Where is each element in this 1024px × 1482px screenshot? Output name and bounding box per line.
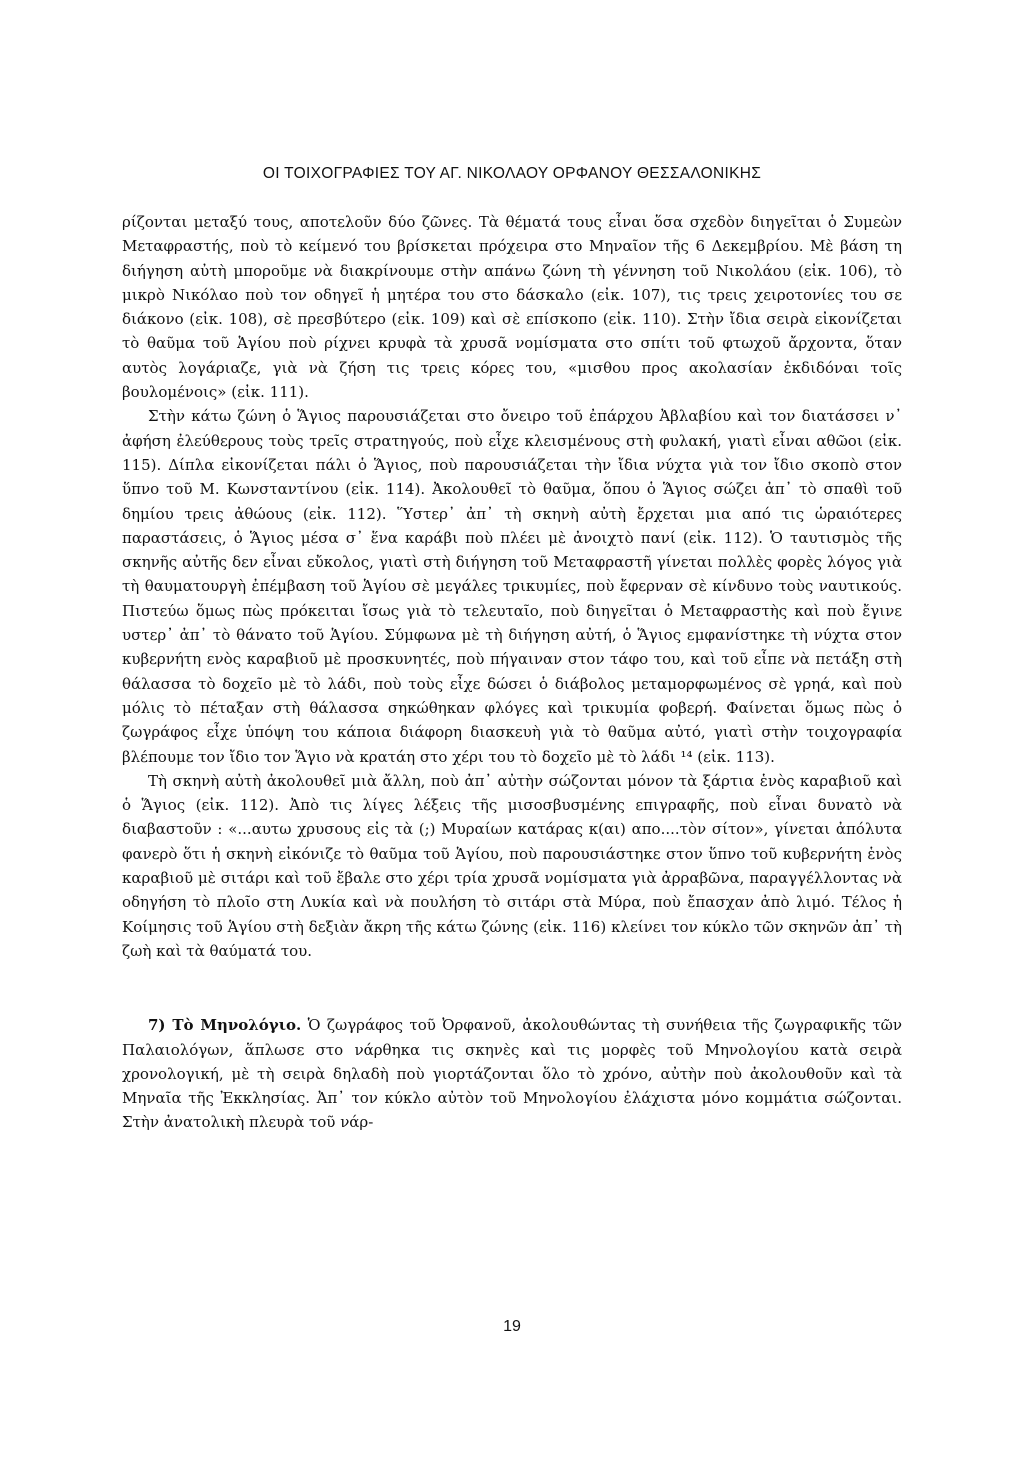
main-text <box>122 210 902 1135</box>
section-paragraph <box>122 1013 902 1134</box>
paragraph-1: ρίζονται μεταξύ τους, αποτελοῦν δύο ζῶνες. Τὰ θέματά τους εἶναι ὅσα σχεδὸν διηγεῖται ὁ Συμεὼν Μεταφραστής, ποὺ τὸ κείμενό του βρίσκεται πρόχειρα στο Μηναῖον τῆς 6 Δεκεμβρίου. Μὲ βάση τη διήγηση αὐτὴ μποροῦμε νὰ διακρίνουμε στὴν απάνω ζώνη τὴ γέννηση τοῦ Νικολάου (εἰκ. 106), τὸ μικρὸ Νικόλαο ποὺ τον οδηγεῖ ἡ μητέρα του στο δάσκαλο (εἰκ. 107), τις τρεις χειροτονίες του σε διάκονο (εἰκ. 108), σὲ πρεσβύτερο (εἰκ. 109) καὶ σὲ επίσκοπο (εἰκ. 110). Στὴν ἴδια σειρὰ εἰκονίζεται τὸ θαῦμα τοῦ Ἁγίου ποὺ ρίχνει κρυφὰ τὰ χρυσᾶ νομίσματα στο σπίτι τοῦ φτωχοῦ ἄρχοντα, ὅταν αυτὸς λογάριαζε, γιὰ νὰ ζήση τις τρεις κόρες του, «μισθου προς ακολασίαν ἐκδιδόναι τοῖς βουλομένοις» (εἰκ. 111). <box>122 213 902 402</box>
running-title: ΟΙ ΤΟΙΧΟΓΡΑΦΙΕΣ ΤΟΥ ΑΓ. ΝΙΚΟΛΑΟΥ ΟΡΦΑΝΟΥ ΘΕΣΣΑΛΟΝΙΚΗΣ <box>262 165 762 182</box>
page-number: 19 <box>503 1318 521 1335</box>
paragraph-2: Στὴν κάτω ζώνη ὁ Ἅγιος παρουσιάζεται στο ὄνειρο τοῦ ἐπάρχου Ἀβλαβίου καὶ τον διατάσσει ν᾽ ἀφήση ἐλεύθερους τοὺς τρεῖς στρατηγούς, ποὺ εἶχε κλεισμένους στὴ φυλακή, γιατὶ εἶναι αθῶοι (εἰκ. 115). Δίπλα εἰκονίζεται πάλι ὁ Ἅγιος, ποὺ παρουσιάζεται τὴν ἴδια νύχτα γιὰ τον ἴδιο σκοπὸ στον ὕπνο τοῦ Μ. Κωνσταντίνου (εἰκ. 114). Ἀκολουθεῖ τὸ θαῦμα, ὅπου ὁ Ἅγιος σώζει ἀπ᾽ τὸ σπαθὶ τοῦ δημίου τρεις ἀθώους (εἰκ. 112). Ὕστερ᾽ ἀπ᾽ τὴ σκηνὴ αὐτὴ ἔρχεται μια από τις ὡραιότερες παραστάσεις, ὁ Ἅγιος μέσα σ᾽ ἕνα καράβι ποὺ πλέει μὲ ἀνοιχτὸ πανί (εἰκ. 112). Ὁ ταυτισμὸς τῆς σκηνῆς αὐτῆς δεν εἶναι εὔκολος, γιατὶ στὴ διήγηση τοῦ Μεταφραστῆ γίνεται πολλὲς φορὲς λόγος γιὰ τὴ θαυματουργὴ ἐπέμβαση τοῦ Ἁγίου σὲ μεγάλες τρικυμίες, ποὺ ἔφερναν σὲ κίνδυνο τοὺς ναυτικούς. Πιστεύω ὅμως πὼς πρόκειται ἴσως γιὰ τὸ τελευταῖο, ποὺ διηγεῖται ὁ Μεταφραστὴς καὶ ποὺ ἔγινε υστερ᾽ ἀπ᾽ τὸ θάνατο τοῦ Ἁγίου. Σύμφωνα μὲ τὴ διήγηση αὐτή, ὁ Ἅγιος εμφανίστηκε τὴ νύχτα στον κυβερνήτη ενὸς καραβιοῦ μὲ προσκυνητές, ποὺ πήγαιναν στον τάφο του, καὶ τοῦ εἶπε νὰ πετάξη στὴ θάλασσα τὸ δοχεῖο μὲ τὸ λάδι, ποὺ τοὺς εἶχε δώσει ὁ διάβολος μεταμορφωμένος σὲ γρηά, καὶ ποὺ μόλις τὸ πέταξαν στὴ θάλασσα σηκώθηκαν φλόγες καὶ τρικυμία φοβερή. Φαίνεται ὅμως πὼς ὁ ζωγράφος εἶχε ὑπόψη του κάποια διάφορη διασκευὴ γιὰ τὸ θαῦμα αὐτό, γιατὶ στὴν τοιχογραφία βλέπουμε τον ἴδιο τον Ἅγιο νὰ κρατάη στο χέρι του τὸ δοχεῖο μὲ τὸ λάδι ¹⁴ (εἰκ. 113). <box>122 407 902 766</box>
section-text: Ὁ ζωγράφος τοῦ Ὀρφανοῦ, ἀκολουθώντας τὴ συνήθεια τῆς ζωγραφικῆς τῶν Παλαιολόγων, ἅπλωσε στο νάρθηκα τις σκηνὲς καὶ τις μορφὲς τοῦ Μηνολογίου κατὰ σειρὰ χρονολογική, μὲ τὴ σειρὰ δηλαδὴ ποὺ γιορτάζονται ὅλο τὸ χρόνο, αὐτὴν ποὺ ἀκολουθοῦν καὶ τὰ Μηναῖα τῆς Ἐκκλησίας. Ἀπ᾽ τον κύκλο αὐτὸν τοῦ Μηνολογίου ἐλάχιστα μόνο κομμάτια σώζονται. Στὴν ἀνατολικὴ πλευρὰ τοῦ νάρ- <box>122 1016 902 1132</box>
paragraph-3: Τὴ σκηνὴ αὐτὴ ἀκολουθεῖ μιὰ ἄλλη, ποὺ ἀπ᾽ αὐτὴν σώζονται μόνον τὰ ξάρτια ἑνὸς καραβιοῦ καὶ ὁ Ἅγιος (εἰκ. 112). Ἀπὸ τις λίγες λέξεις τῆς μισοσβυσμένης επιγραφῆς, ποὺ εἶναι δυνατὸ νὰ διαβαστοῦν : «...αυτω χρυσους εἰς τὰ (;) Μυραίων κατάρας κ(αι) απο....τὸν σίτον», γίνεται ἀπόλυτα φανερὸ ὅτι ἡ σκηνὴ εἰκόνιζε τὸ θαῦμα τοῦ Ἁγίου, ποὺ παρουσιάστηκε στον ὕπνο τοῦ κυβερνήτη ἑνὸς καραβιοῦ μὲ σιτάρι καὶ τοῦ ἔβαλε στο χέρι τρία χρυσᾶ νομίσματα γιὰ ἀρραβῶνα, παραγγέλλοντας νὰ οδηγήση τὸ πλοῖο στη Λυκία καὶ νὰ πουλήση τὸ σιτάρι στὰ Μύρα, ποὺ ἔπασχαν ἀπὸ λιμό. Τέλος ἡ Κοίμησις τοῦ Ἁγίου στὴ δεξιὰν ἄκρη τῆς κάτω ζώνης (εἰκ. 116) κλείνει τον κύκλο τῶν σκηνῶν ἀπ᾽ τὴ ζωὴ καὶ τὰ θαύματά του. <box>122 771 902 960</box>
section-heading: 7) Τὸ Μηνολόγιο. <box>148 1016 302 1035</box>
